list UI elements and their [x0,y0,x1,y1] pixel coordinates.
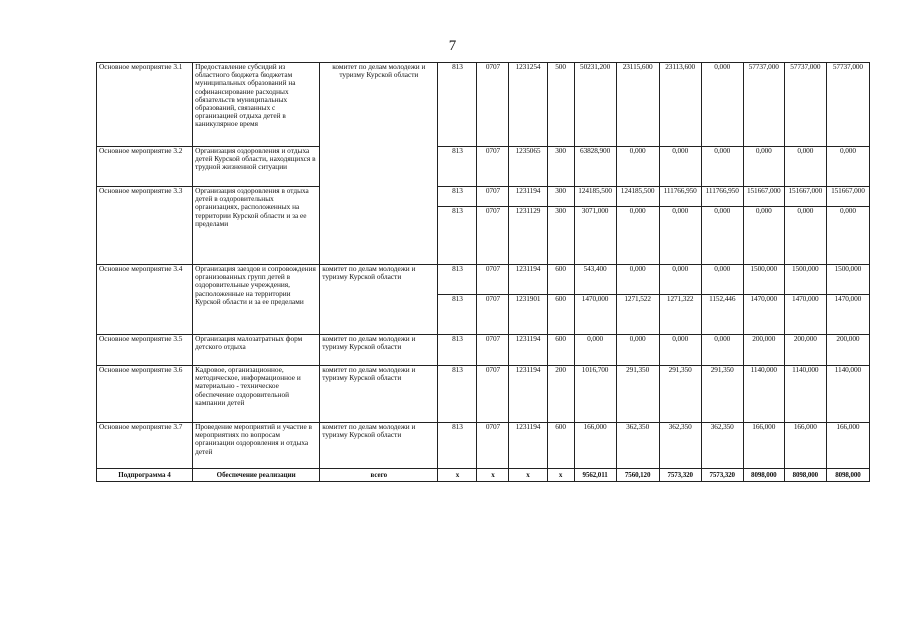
total-cell: 7573,320 [659,469,701,482]
num-cell: 1271,522 [616,295,659,335]
num-cell: 300 [547,147,574,187]
num-cell: 300 [547,207,574,265]
num-cell: 600 [547,295,574,335]
num-cell: 1231901 [509,295,547,335]
num-cell: 63828,900 [574,147,616,187]
table-row [97,335,870,366]
num-cell: 0707 [477,366,509,423]
num-cell: 1500,000 [784,265,826,295]
num-cell: 0,000 [659,207,701,265]
num-cell: 362,350 [659,423,701,469]
table-row [97,366,870,423]
num-cell: 0,000 [701,265,743,295]
num-cell: 200 [547,366,574,423]
total-cell: х [547,469,574,482]
num-cell: 0707 [477,187,509,207]
num-cell: 813 [438,147,477,187]
total-cell: 8098,000 [784,469,826,482]
activity-description: Кадровое, организационное, методическое, информационное и материально - техническое обеспечение оздоровительной кампании детей [193,366,320,423]
num-cell: 57737,000 [826,63,869,147]
activity-label: Основное мероприятие 3.5 [97,335,193,366]
num-cell: 0,000 [701,147,743,187]
num-cell: 111766,950 [659,187,701,207]
num-cell: 600 [547,423,574,469]
num-cell: 1470,000 [743,295,784,335]
num-cell: 1470,000 [826,295,869,335]
activity-description: Организация малозатратных форм детского отдыха [193,335,320,366]
num-cell: 1470,000 [574,295,616,335]
num-cell: 1231194 [509,423,547,469]
total-cell: х [509,469,547,482]
num-cell: 124185,500 [616,187,659,207]
activity-label: Основное мероприятие 3.4 [97,265,193,335]
total-cell: 9562,011 [574,469,616,482]
num-cell: 0,000 [616,265,659,295]
num-cell: 166,000 [743,423,784,469]
num-cell: 0707 [477,423,509,469]
num-cell: 1152,446 [701,295,743,335]
activity-description: Предоставление субсидий из областного бюджета бюджетам муниципальных образований на софинансирование расходных обязательств муниципальных образований, связанных с организацией отдыха детей в каникулярное время [193,63,320,147]
total-cell: х [477,469,509,482]
num-cell: 1231254 [509,63,547,147]
num-cell: 0,000 [826,207,869,265]
num-cell: 3071,000 [574,207,616,265]
num-cell: 300 [547,187,574,207]
num-cell: 151667,000 [826,187,869,207]
num-cell: 813 [438,207,477,265]
num-cell: 500 [547,63,574,147]
num-cell: 0,000 [701,63,743,147]
num-cell: 1500,000 [826,265,869,295]
num-cell: 1231194 [509,187,547,207]
num-cell: 57737,000 [743,63,784,147]
num-cell: 543,400 [574,265,616,295]
num-cell: 1140,000 [743,366,784,423]
num-cell: 200,000 [784,335,826,366]
executor-cell: комитет по делам молодежи и туризму Курской области [320,63,438,265]
subprogram-label: Подпрограмма 4 [97,469,193,482]
num-cell: 0707 [477,335,509,366]
num-cell: 0,000 [659,335,701,366]
activity-label: Основное мероприятие 3.1 [97,63,193,147]
num-cell: 0,000 [659,265,701,295]
num-cell: 291,350 [701,366,743,423]
num-cell: 813 [438,265,477,295]
executor-cell: комитет по делам молодежи и туризму Курской области [320,366,438,423]
total-label: всего [320,469,438,482]
total-cell: 8098,000 [826,469,869,482]
num-cell: 0707 [477,295,509,335]
num-cell: 1231194 [509,366,547,423]
table-row [97,187,870,207]
activity-description: Проведение мероприятий и участие в мероприятиях по вопросам организации оздоровления и отдыха детей [193,423,320,469]
activity-label: Основное мероприятие 3.2 [97,147,193,187]
num-cell: 200,000 [743,335,784,366]
num-cell: 813 [438,295,477,335]
num-cell: 0,000 [616,147,659,187]
num-cell: 0,000 [784,147,826,187]
activity-label: Основное мероприятие 3.7 [97,423,193,469]
subprogram-total-row [97,469,870,482]
num-cell: 0,000 [574,335,616,366]
subprogram-title: Обеспечение реализации [193,469,320,482]
table-row [97,265,870,295]
num-cell: 0,000 [784,207,826,265]
num-cell: 0,000 [616,207,659,265]
num-cell: 50231,200 [574,63,616,147]
num-cell: 813 [438,423,477,469]
num-cell: 0707 [477,265,509,295]
executor-cell: комитет по делам молодежи и туризму Курской области [320,335,438,366]
num-cell: 166,000 [826,423,869,469]
num-cell: 151667,000 [743,187,784,207]
num-cell: 600 [547,335,574,366]
num-cell: 1271,322 [659,295,701,335]
num-cell: 23115,600 [616,63,659,147]
activity-description: Организация заездов и сопровождения организованных групп детей в оздоровительные учреждения, расположенные на территории Курской области и за ее пределами [193,265,320,335]
num-cell: 600 [547,265,574,295]
num-cell: 0707 [477,207,509,265]
num-cell: 291,350 [616,366,659,423]
num-cell: 151667,000 [784,187,826,207]
num-cell: 1231194 [509,335,547,366]
activity-description: Организация оздоровления в отдыха детей в оздоровительных организациях, расположенных на территории Курской области и за ее пределами [193,187,320,265]
num-cell: 813 [438,187,477,207]
num-cell: 111766,950 [701,187,743,207]
num-cell: 0707 [477,63,509,147]
num-cell: 200,000 [826,335,869,366]
total-cell: 7573,320 [701,469,743,482]
executor-cell: комитет по делам молодежи и туризму Курской области [320,423,438,469]
num-cell: 0,000 [701,207,743,265]
table-row [97,423,870,469]
num-cell: 362,350 [701,423,743,469]
activity-label: Основное мероприятие 3.6 [97,366,193,423]
num-cell: 813 [438,63,477,147]
total-cell: 7560,120 [616,469,659,482]
num-cell: 1016,700 [574,366,616,423]
num-cell: 57737,000 [784,63,826,147]
num-cell: 0,000 [701,335,743,366]
num-cell: 813 [438,335,477,366]
table-row [97,63,870,147]
num-cell: 23113,600 [659,63,701,147]
num-cell: 1235065 [509,147,547,187]
num-cell: 0707 [477,147,509,187]
num-cell: 1140,000 [826,366,869,423]
table-row [97,147,870,187]
num-cell: 291,350 [659,366,701,423]
num-cell: 1140,000 [784,366,826,423]
num-cell: 0,000 [826,147,869,187]
executor-cell: комитет по делам молодежи и туризму Курской области [320,265,438,335]
num-cell: 166,000 [574,423,616,469]
num-cell: 0,000 [743,147,784,187]
num-cell: 0,000 [743,207,784,265]
num-cell: 124185,500 [574,187,616,207]
total-cell: х [438,469,477,482]
total-cell: 8098,000 [743,469,784,482]
num-cell: 1231129 [509,207,547,265]
num-cell: 1500,000 [743,265,784,295]
activity-label: Основное мероприятие 3.3 [97,187,193,265]
num-cell: 362,350 [616,423,659,469]
num-cell: 0,000 [616,335,659,366]
num-cell: 813 [438,366,477,423]
page-number: 7 [448,38,457,54]
num-cell: 1231194 [509,265,547,295]
num-cell: 0,000 [659,147,701,187]
budget-table [96,62,870,482]
num-cell: 1470,000 [784,295,826,335]
num-cell: 166,000 [784,423,826,469]
activity-description: Организация оздоровления и отдыха детей Курской области, находящихся в трудной жизненной ситуации [193,147,320,187]
